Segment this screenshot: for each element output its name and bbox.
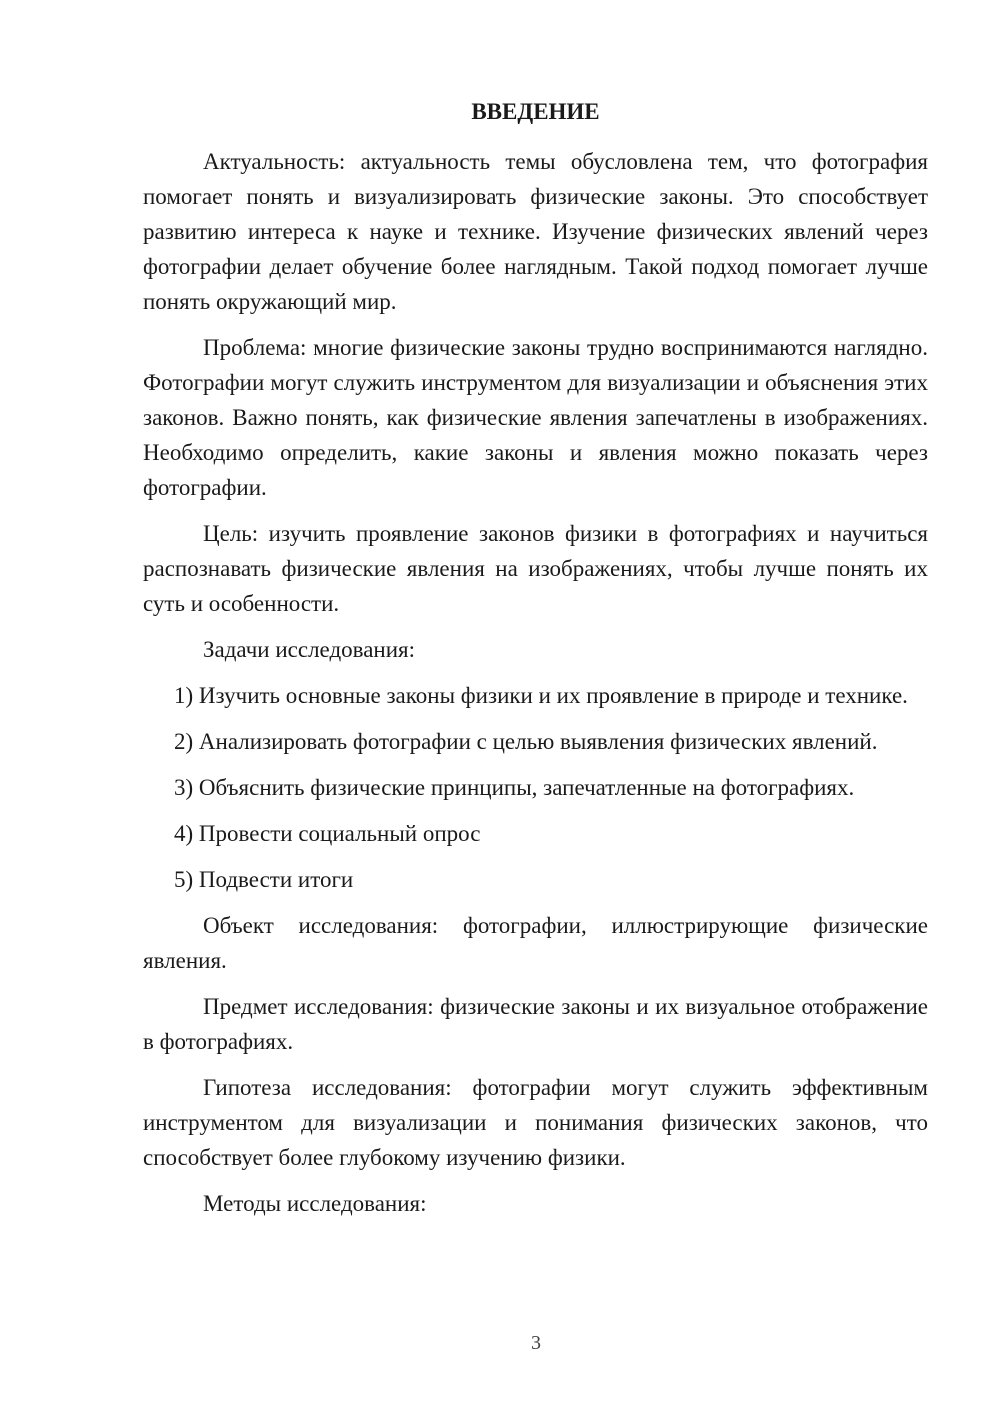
paragraph-goal: Цель: изучить проявление законов физики в фотографиях и научиться распознавать физические явления на изображениях, чтобы лучше понять их суть и особенности. [143, 521, 928, 616]
paragraph-hypothesis: Гипотеза исследования: фотографии могут служить эффективным инструментом для визуализации и понимания физических законов, что способствует более глубокому изучению физики. [143, 1075, 928, 1170]
paragraph-object: Объект исследования: фотографии, иллюстрирующие физические явления. [143, 913, 928, 973]
page-heading: ВВЕДЕНИЕ [471, 99, 600, 124]
task-item-4: 4) Провести социальный опрос [174, 821, 481, 846]
document-page [143, 94, 928, 1221]
task-item-1: 1) Изучить основные законы физики и их проявление в природе и технике. [174, 683, 908, 708]
paragraph-problem: Проблема: многие физические законы трудно воспринимаются наглядно. Фотографии могут служить инструментом для визуализации и объяснения этих законов. Важно понять, как физические явления запечатлены в изображениях. Необходимо определить, какие законы и явления можно показать через фотографии. [143, 335, 928, 500]
page-number: 3 [531, 1332, 541, 1354]
task-item-2: 2) Анализировать фотографии с целью выявления физических явлений. [174, 729, 878, 754]
paragraph-relevance: Актуальность: актуальность темы обусловлена тем, что фотография помогает понять и визуализировать физические законы. Это способствует развитию интереса к науке и технике. Изучение физических явлений через фотографии делает обучение более наглядным. Такой подход помогает лучше понять окружающий мир. [143, 149, 928, 314]
methods-title: Методы исследования: [203, 1191, 427, 1216]
paragraph-subject: Предмет исследования: физические законы и их визуальное отображение в фотографиях. [143, 994, 928, 1054]
task-item-5: 5) Подвести итоги [174, 867, 354, 892]
tasks-title: Задачи исследования: [203, 637, 416, 662]
task-item-3: 3) Объяснить физические принципы, запечатленные на фотографиях. [174, 775, 855, 800]
